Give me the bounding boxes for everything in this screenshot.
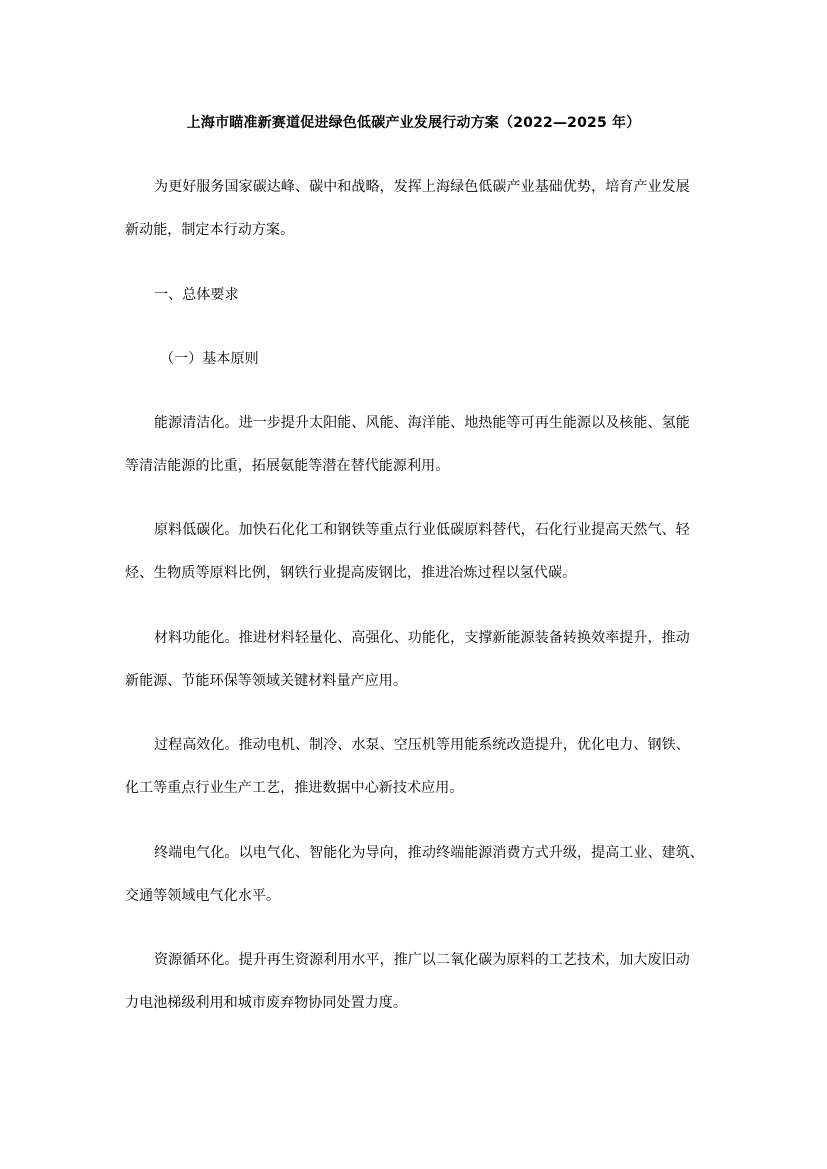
intro-line-1: 为更好服务国家碳达峰、碳中和战略，发挥上海绿色低碳产业基础优势，培育产业发展: [154, 179, 690, 195]
principle-resource-recycling-line-2: 力电池梯级利用和城市废弃物协同处置力度。: [125, 995, 407, 1011]
section-heading-general-requirements: 一、总体要求: [154, 287, 239, 303]
principle-low-carbon-raw-material-line-2: 烃、生物质等原料比例，钢铁行业提高废钢比，推进冶炼过程以氢代碳。: [125, 565, 577, 581]
principle-functional-materials-line-2: 新能源、节能环保等领域关键材料量产应用。: [125, 673, 407, 689]
intro-line-2: 新动能，制定本行动方案。: [125, 222, 295, 238]
principle-process-efficiency-line-2: 化工等重点行业生产工艺，推进数据中心新技术应用。: [125, 780, 464, 796]
principle-clean-energy-line-1: 能源清洁化。进一步提升太阳能、风能、海洋能、地热能等可再生能源以及核能、氢能: [154, 415, 690, 431]
principle-process-efficiency-line-1: 过程高效化。推动电机、制冷、水泵、空压机等用能系统改造提升，优化电力、钢铁、: [154, 737, 690, 753]
principle-resource-recycling-line-1: 资源循环化。提升再生资源利用水平，推广以二氧化碳为原料的工艺技术，加大废旧动: [154, 952, 690, 968]
principle-terminal-electrification-line-2: 交通等领域电气化水平。: [125, 888, 281, 904]
principle-functional-materials-line-1: 材料功能化。推进材料轻量化、高强化、功能化，支撑新能源装备转换效率提升，推动: [154, 630, 690, 646]
principle-clean-energy-line-2: 等清洁能源的比重，拓展氨能等潜在替代能源利用。: [125, 458, 450, 474]
subsection-heading-basic-principles: （一）基本原则: [160, 351, 259, 367]
principle-low-carbon-raw-material-line-1: 原料低碳化。加快石化化工和钢铁等重点行业低碳原料替代，石化行业提高天然气、轻: [154, 522, 690, 538]
principle-terminal-electrification-line-1: 终端电气化。以电气化、智能化为导向，推动终端能源消费方式升级，提高工业、建筑、: [154, 845, 704, 861]
document-title: 上海市瞄准新赛道促进绿色低碳产业发展行动方案（2022—2025 年）: [186, 115, 641, 131]
